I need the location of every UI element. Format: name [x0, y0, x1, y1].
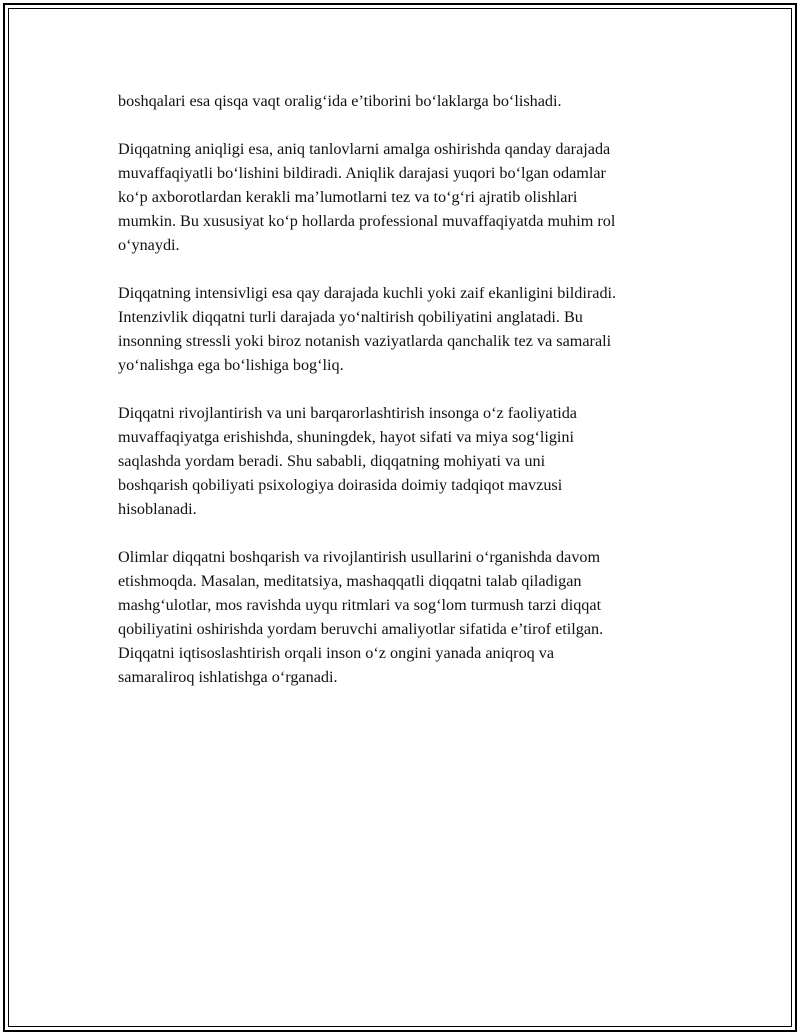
- paragraph: Diqqatni rivojlantirish va uni barqarorlashtirish insonga o‘z faoliyatida muvaffaqiyatga erishishda, shuningdek, hayot sifati va miya sog‘ligini saqlashda yordam beradi. Shu sababli, diqqatning mohiyati va uni boshqarish qobiliyati psixologiya doirasida doimiy tadqiqot mavzusi hisoblanadi.: [118, 404, 577, 518]
- paragraph: Olimlar diqqatni boshqarish va rivojlantirish usullarini o‘rganishda davom etishmoqda. Masalan, meditatsiya, mashaqqatli diqqatni talab qiladigan mashg‘ulotlar, mos ravishda uyqu ritmlari va sog‘lom turmush tarzi diqqat qobiliyatini oshirishda yordam beruvchi amaliyotlar sifatida e’tirof etilgan. Diqqatni iqtisoslashtirish orqali inson o‘z ongini yanada aniqroq va samaraliroq ishlatishga o‘rganadi.: [118, 548, 604, 686]
- document-body: [118, 89, 698, 713]
- paragraph: Diqqatning aniqligi esa, aniq tanlovlarni amalga oshirishda qanday darajada muvaffaqiyatli bo‘lishini bildiradi. Aniqlik darajasi yuqori bo‘lgan odamlar ko‘p axborotlardan kerakli ma’lumotlarni tez va to‘g‘ri ajratib olishlari mumkin. Bu xususiyat ko‘p hollarda professional muvaffaqiyatda muhim rol o‘ynaydi.: [118, 140, 616, 254]
- paragraph: boshqalari esa qisqa vaqt oralig‘ida e’tiborini bo‘laklarga bo‘lishadi.: [118, 92, 562, 110]
- paragraph: Diqqatning intensivligi esa qay darajada kuchli yoki zaif ekanligini bildiradi. Intenzivlik diqqatni turli darajada yo‘naltirish qobiliyatini anglatadi. Bu insonning stressli yoki biroz notanish vaziyatlarda qanchalik tez va samarali yo‘nalishga ega bo‘lishiga bog‘liq.: [118, 284, 617, 374]
